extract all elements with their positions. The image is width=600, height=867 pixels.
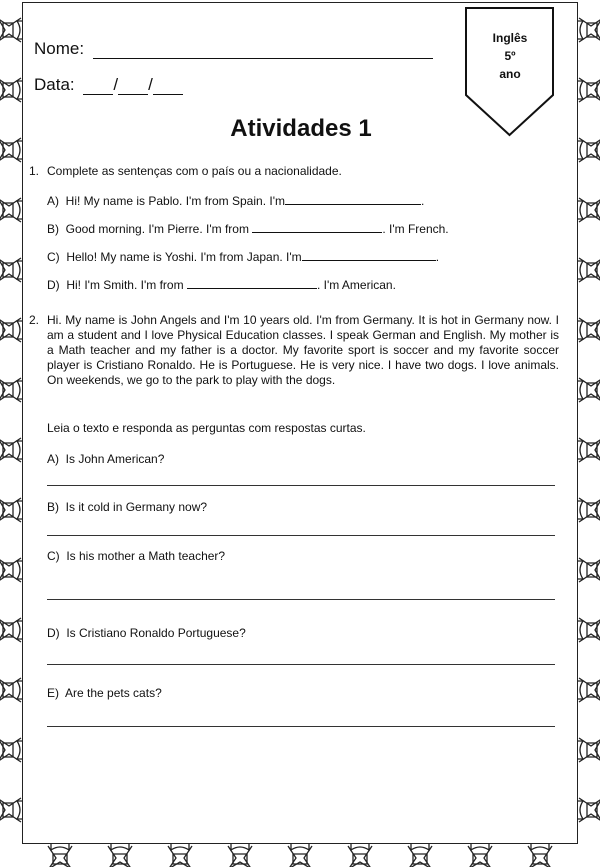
question-text: Is Cristiano Ronaldo Portuguese? (66, 626, 246, 640)
answer-blank[interactable] (252, 220, 382, 233)
question-text: Are the pets cats? (65, 686, 162, 700)
question-1-number: 1. (29, 164, 40, 178)
q1-item-c (47, 248, 439, 265)
q2-question-d (47, 626, 246, 641)
question-1-prompt: Complete as sentenças com o país ou a nacionalidade. (47, 164, 342, 178)
answer-blank[interactable] (187, 276, 317, 289)
item-text-after: . I'm American. (316, 278, 396, 292)
item-letter: C) (47, 549, 60, 563)
item-text-before: Hello! My name is Yoshi. I'm from Japan. I'm (66, 250, 302, 264)
question-text: Is his mother a Math teacher? (66, 549, 226, 563)
question-text: Is John American? (65, 452, 165, 466)
date-separator: / (113, 75, 119, 94)
answer-blank[interactable] (302, 248, 436, 261)
q2-question-c (47, 549, 225, 564)
name-label: Nome: (34, 39, 85, 58)
item-text-after: . I'm French. (382, 222, 449, 236)
question-2-instruction: Leia o texto e responda as perguntas com respostas curtas. (47, 421, 366, 435)
answer-line-d[interactable] (47, 664, 555, 665)
tag-grade: 5º (504, 49, 516, 63)
page-title: Atividades 1 (230, 115, 372, 142)
item-letter: E) (47, 686, 59, 700)
item-text-after: . (435, 250, 440, 264)
tag-year: ano (499, 67, 521, 81)
answer-blank[interactable] (285, 192, 421, 205)
item-letter: D) (47, 278, 60, 292)
q1-item-d (47, 276, 396, 293)
answer-line-b[interactable] (47, 535, 555, 536)
q2-question-a (47, 452, 164, 467)
question-text: Is it cold in Germany now? (65, 500, 208, 514)
item-letter: B) (47, 222, 59, 236)
q2-question-e (47, 686, 162, 701)
item-text-after: . (420, 194, 425, 208)
question-2-number: 2. (29, 313, 40, 327)
answer-line-a[interactable] (47, 485, 555, 486)
q1-item-b (47, 220, 449, 237)
date-label: Data: (34, 75, 75, 94)
date-separator: / (148, 75, 153, 94)
item-letter: A) (47, 194, 59, 208)
reading-passage: Hi. My name is John Angels and I'm 10 years old. I'm from Germany. It is hot in Germany now. I am a student and I love Physical Education classes. I speak German and English. My mother is a Math teacher and my father is a doctor. My favorite sport is soccer and my favorite soccer player is Cristiano Ronaldo. He is Portuguese. He is very nice. I have two dogs. I love animals. On weekends, we go to the park to play with the dogs. (47, 313, 559, 387)
date-day-line[interactable] (83, 78, 113, 95)
tag-subject: Inglês (492, 31, 528, 45)
date-year-line[interactable] (153, 78, 183, 95)
date-field (34, 75, 183, 95)
item-text-before: Good morning. I'm Pierre. I'm from (65, 222, 249, 236)
answer-line-c[interactable] (47, 599, 555, 600)
item-letter: A) (47, 452, 59, 466)
name-field (34, 39, 433, 59)
worksheet-page (22, 2, 578, 844)
q1-item-a (47, 192, 424, 209)
item-letter: C) (47, 250, 60, 264)
date-month-line[interactable] (118, 78, 148, 95)
item-letter: B) (47, 500, 59, 514)
item-text-before: Hi! My name is Pablo. I'm from Spain. I'm (65, 194, 285, 208)
name-input-line[interactable] (93, 42, 433, 59)
item-letter: D) (47, 626, 60, 640)
q2-question-b (47, 500, 207, 515)
answer-line-e[interactable] (47, 726, 555, 727)
item-text-before: Hi! I'm Smith. I'm from (66, 278, 184, 292)
